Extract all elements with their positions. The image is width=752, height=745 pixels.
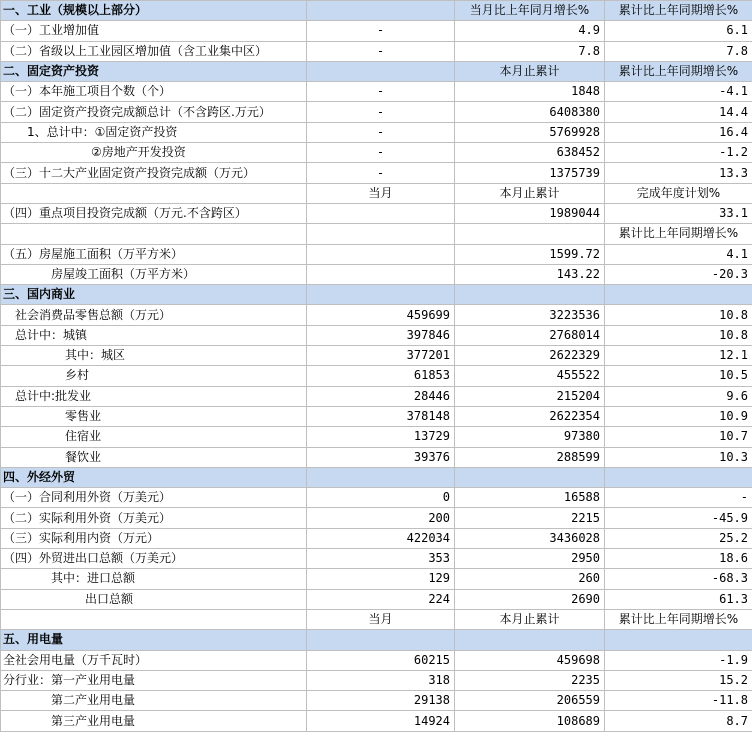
value-cell: 3436028: [455, 528, 605, 548]
value-cell: 378148: [307, 406, 455, 426]
row-label: 全社会用电量（万千瓦时）: [1, 650, 307, 670]
section-title: 一、工业（规模以上部分）: [1, 1, 307, 21]
row-label: （一）工业增加值: [1, 21, 307, 41]
table-row: [1, 670, 752, 690]
value-cell: 1599.72: [455, 244, 605, 264]
column-header: [605, 467, 752, 487]
row-label: 第三产业用电量: [1, 711, 307, 731]
value-cell: [307, 264, 455, 284]
value-cell: 0: [307, 488, 455, 508]
value-cell: 10.5: [605, 366, 752, 386]
value-cell: 29138: [307, 691, 455, 711]
value-cell: -45.9: [605, 508, 752, 528]
value-cell: 61853: [307, 366, 455, 386]
value-cell: 10.7: [605, 427, 752, 447]
table-row: [1, 488, 752, 508]
column-header: 当月: [307, 183, 455, 203]
column-header: 完成年度计划%: [605, 183, 752, 203]
column-header-row: [1, 609, 752, 629]
value-cell: 60215: [307, 650, 455, 670]
value-cell: 16588: [455, 488, 605, 508]
value-cell: 13729: [307, 427, 455, 447]
table-row: [1, 447, 752, 467]
section-header-row: [1, 1, 752, 21]
value-cell: -: [307, 82, 455, 102]
value-cell: 318: [307, 670, 455, 690]
value-cell: 15.2: [605, 670, 752, 690]
row-label: 零售业: [1, 406, 307, 426]
value-cell: -4.1: [605, 82, 752, 102]
column-header: [307, 467, 455, 487]
value-cell: 1375739: [455, 163, 605, 183]
table-row: [1, 691, 752, 711]
value-cell: -68.3: [605, 569, 752, 589]
value-cell: 10.8: [605, 325, 752, 345]
column-header: [307, 61, 455, 81]
value-cell: 33.1: [605, 203, 752, 223]
column-header: 累计比上年同期增长%: [605, 1, 752, 21]
value-cell: 224: [307, 589, 455, 609]
value-cell: 129: [307, 569, 455, 589]
section-title: 四、外经外贸: [1, 467, 307, 487]
row-label: [1, 224, 307, 244]
table-row: [1, 122, 752, 142]
row-label: ②房地产开发投资: [1, 143, 307, 163]
row-label: [1, 609, 307, 629]
value-cell: 7.8: [605, 41, 752, 61]
value-cell: 61.3: [605, 589, 752, 609]
value-cell: 16.4: [605, 122, 752, 142]
row-label: 总计中：城镇: [1, 325, 307, 345]
row-label: 房屋竣工面积（万平方米）: [1, 264, 307, 284]
row-label: 第二产业用电量: [1, 691, 307, 711]
value-cell: -: [307, 21, 455, 41]
value-cell: 10.3: [605, 447, 752, 467]
table-row: [1, 427, 752, 447]
row-label: （五）房屋施工面积（万平方米）: [1, 244, 307, 264]
value-cell: 28446: [307, 386, 455, 406]
row-label: （一）本年施工项目个数（个）: [1, 82, 307, 102]
row-label: 社会消费品零售总额（万元）: [1, 305, 307, 325]
row-label: （三）实际利用内资（万元）: [1, 528, 307, 548]
value-cell: 377201: [307, 346, 455, 366]
table-row: [1, 589, 752, 609]
table-row: [1, 82, 752, 102]
section-header-row: [1, 630, 752, 650]
row-label: 1、总计中：①固定资产投资: [1, 122, 307, 142]
value-cell: 18.6: [605, 549, 752, 569]
table-row: [1, 406, 752, 426]
column-header: 本月止累计: [455, 183, 605, 203]
value-cell: 6.1: [605, 21, 752, 41]
section-header-row: [1, 285, 752, 305]
value-cell: 1989044: [455, 203, 605, 223]
table-row: [1, 366, 752, 386]
value-cell: 12.1: [605, 346, 752, 366]
section-title: 三、国内商业: [1, 285, 307, 305]
value-cell: -1.9: [605, 650, 752, 670]
table-row: [1, 711, 752, 731]
table-row: [1, 244, 752, 264]
value-cell: -1.2: [605, 143, 752, 163]
column-header: [455, 467, 605, 487]
value-cell: -: [307, 41, 455, 61]
value-cell: 25.2: [605, 528, 752, 548]
row-label: 其中：进口总额: [1, 569, 307, 589]
table-row: [1, 41, 752, 61]
value-cell: 4.9: [455, 21, 605, 41]
value-cell: 353: [307, 549, 455, 569]
column-header: 累计比上年同期增长%: [605, 224, 752, 244]
table-row: [1, 21, 752, 41]
value-cell: 260: [455, 569, 605, 589]
value-cell: 455522: [455, 366, 605, 386]
table-row: [1, 508, 752, 528]
column-header: 本月止累计: [455, 609, 605, 629]
value-cell: -20.3: [605, 264, 752, 284]
value-cell: 459698: [455, 650, 605, 670]
row-label: 总计中:批发业: [1, 386, 307, 406]
value-cell: 422034: [307, 528, 455, 548]
row-label: 乡村: [1, 366, 307, 386]
value-cell: 215204: [455, 386, 605, 406]
value-cell: 397846: [307, 325, 455, 345]
value-cell: [307, 244, 455, 264]
table-row: [1, 386, 752, 406]
row-label: （二）省级以上工业园区增加值（含工业集中区）: [1, 41, 307, 61]
row-label: 分行业：第一产业用电量: [1, 670, 307, 690]
value-cell: 288599: [455, 447, 605, 467]
table-row: [1, 102, 752, 122]
value-cell: 638452: [455, 143, 605, 163]
column-header-row: [1, 183, 752, 203]
row-label: （三）十二大产业固定资产投资完成额（万元）: [1, 163, 307, 183]
value-cell: 108689: [455, 711, 605, 731]
value-cell: 2950: [455, 549, 605, 569]
value-cell: 459699: [307, 305, 455, 325]
value-cell: 143.22: [455, 264, 605, 284]
value-cell: 97380: [455, 427, 605, 447]
section-header-row: [1, 61, 752, 81]
row-label: （四）外贸进出口总额（万美元）: [1, 549, 307, 569]
value-cell: 5769928: [455, 122, 605, 142]
value-cell: 9.6: [605, 386, 752, 406]
table-row: [1, 528, 752, 548]
row-label: （四）重点项目投资完成额（万元.不含跨区）: [1, 203, 307, 223]
value-cell: 10.8: [605, 305, 752, 325]
row-label: （二）固定资产投资完成额总计（不含跨区.万元）: [1, 102, 307, 122]
column-header: [605, 285, 752, 305]
value-cell: -: [307, 122, 455, 142]
column-header: [455, 285, 605, 305]
column-header: 累计比上年同期增长%: [605, 61, 752, 81]
table-row: [1, 305, 752, 325]
value-cell: 2768014: [455, 325, 605, 345]
row-label: 其中：城区: [1, 346, 307, 366]
value-cell: 206559: [455, 691, 605, 711]
value-cell: 2622354: [455, 406, 605, 426]
column-header-row: [1, 224, 752, 244]
value-cell: -: [307, 102, 455, 122]
table-row: [1, 650, 752, 670]
value-cell: -: [307, 163, 455, 183]
table-row: [1, 346, 752, 366]
column-header: 本月止累计: [455, 61, 605, 81]
column-header: 累计比上年同期增长%: [605, 609, 752, 629]
table-row: [1, 163, 752, 183]
row-label: 住宿业: [1, 427, 307, 447]
column-header: [307, 630, 455, 650]
column-header: [455, 630, 605, 650]
value-cell: 2690: [455, 589, 605, 609]
column-header: [307, 224, 455, 244]
value-cell: 1848: [455, 82, 605, 102]
table-row: [1, 325, 752, 345]
table-row: [1, 569, 752, 589]
table-row: [1, 549, 752, 569]
column-header: [307, 285, 455, 305]
statistics-table-body: [1, 1, 752, 732]
value-cell: 3223536: [455, 305, 605, 325]
value-cell: 2215: [455, 508, 605, 528]
value-cell: -11.8: [605, 691, 752, 711]
column-header: 当月: [307, 609, 455, 629]
value-cell: 10.9: [605, 406, 752, 426]
column-header: 当月比上年同月增长%: [455, 1, 605, 21]
row-label: 餐饮业: [1, 447, 307, 467]
value-cell: 39376: [307, 447, 455, 467]
value-cell: -: [307, 143, 455, 163]
row-label: [1, 183, 307, 203]
value-cell: 14924: [307, 711, 455, 731]
value-cell: 14.4: [605, 102, 752, 122]
value-cell: 7.8: [455, 41, 605, 61]
section-header-row: [1, 467, 752, 487]
row-label: 出口总额: [1, 589, 307, 609]
value-cell: 2235: [455, 670, 605, 690]
value-cell: 4.1: [605, 244, 752, 264]
column-header: [307, 1, 455, 21]
row-label: （二）实际利用外资（万美元）: [1, 508, 307, 528]
value-cell: 6408380: [455, 102, 605, 122]
value-cell: [307, 203, 455, 223]
value-cell: 13.3: [605, 163, 752, 183]
table-row: [1, 143, 752, 163]
value-cell: 200: [307, 508, 455, 528]
value-cell: 8.7: [605, 711, 752, 731]
column-header: [455, 224, 605, 244]
section-title: 二、固定资产投资: [1, 61, 307, 81]
column-header: [605, 630, 752, 650]
table-row: [1, 264, 752, 284]
section-title: 五、用电量: [1, 630, 307, 650]
table-row: [1, 203, 752, 223]
value-cell: 2622329: [455, 346, 605, 366]
row-label: （一）合同利用外资（万美元）: [1, 488, 307, 508]
value-cell: -: [605, 488, 752, 508]
